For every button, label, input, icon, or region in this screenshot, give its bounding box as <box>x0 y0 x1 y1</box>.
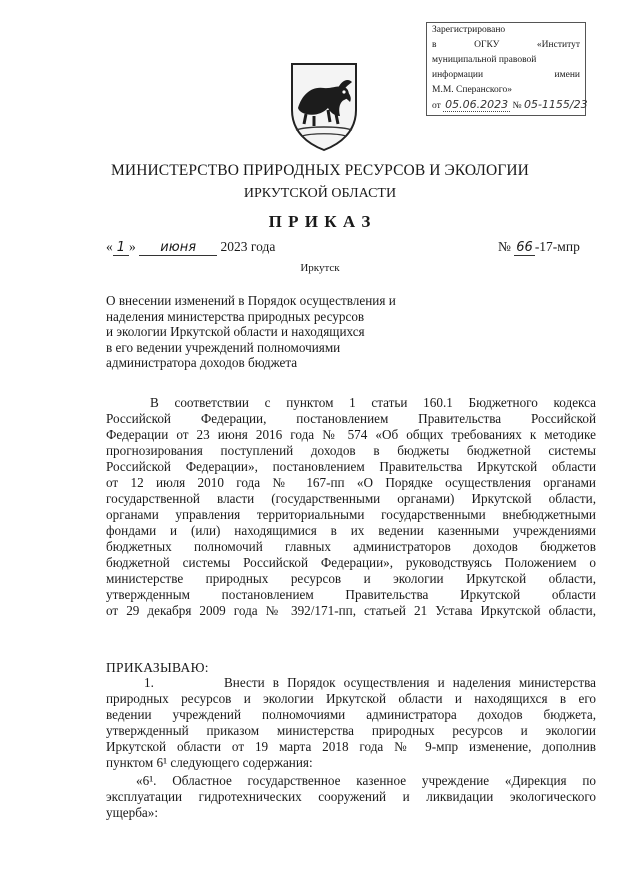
city-name: Иркутск <box>300 262 340 274</box>
date-month: июня <box>139 240 217 256</box>
subject-line: наделения министерства природных ресурсов <box>106 308 365 324</box>
preamble-line: бюджетных полномочий главных администраторов доходов бюджетов <box>106 539 596 554</box>
preamble-line: органами управления территориальными государственными внебюджетными <box>106 507 596 522</box>
item-line: Иркутской области от 19 марта 2018 года № 9-мпр изменение, дополнив <box>106 739 596 754</box>
item-line: ведении учреждений полномочиями администратора доходов бюджета, <box>106 707 596 722</box>
document-type-title: П Р И К А З <box>268 212 372 231</box>
preamble-line: от 29 декабря 2009 года № 392/171-пп, статьей 21 Устава Иркутской области, <box>106 603 596 618</box>
quote-line: «6¹. Областное государственное казенное учреждение «Дирекция по <box>136 773 596 788</box>
preamble-line: фондами и (или) находящимися в их ведении казенными учреждениями <box>106 523 596 538</box>
preamble-line: утвержденным постановлением Правительства Иркутской области <box>106 587 596 602</box>
quote-line: ущерба»: <box>106 805 159 820</box>
preamble-line: министерстве природных ресурсов и экологии Иркутской области, <box>106 571 596 586</box>
preamble-line: прогнозирования поступлений доходов в бюджеты бюджетной системы <box>106 443 596 458</box>
order-date: « 1 » июня 2023 года <box>106 239 276 255</box>
quote-line: эксплуатации гидротехнических сооружений и ликвидации экологического <box>106 789 596 804</box>
stamp-date-handwritten: 05.06.2023 <box>445 98 509 111</box>
preamble-line: бюджетной системы Российской Федерации», руководствуясь Положением о <box>106 555 596 570</box>
preamble <box>106 395 596 619</box>
item-line: природных ресурсов и экологии Иркутской области и находящихся в его <box>106 691 596 706</box>
registration-stamp <box>426 22 586 116</box>
stamp-line-info: информации имени <box>432 70 580 80</box>
preamble-line: государственной власти (государственными органами) Иркутской области, <box>106 491 596 506</box>
preamble-line: Федерации от 23 июня 2016 года № 574 «Об общих требованиях к методике <box>106 427 596 442</box>
order-item-1 <box>106 675 596 771</box>
subject-line: в его ведении учреждений полномочиями <box>106 339 341 355</box>
item-number: 1. <box>144 675 154 690</box>
irkutsk-coat-of-arms-icon <box>288 60 360 152</box>
ministry-name: МИНИСТЕРСТВО ПРИРОДНЫХ РЕСУРСОВ И ЭКОЛОГИИ <box>111 162 529 179</box>
order-number: № 66 -17-мпр <box>498 239 580 255</box>
stamp-line-registered: Зарегистрировано <box>432 25 506 35</box>
order-number-handwritten: 66 <box>516 240 533 255</box>
item-first-line: 1. Внести в Порядок осуществления и наделения министерства <box>106 675 596 691</box>
stamp-line-speransky: М.М. Сперанского» <box>432 85 512 95</box>
subject-line: О внесении изменений в Порядок осуществления и <box>106 293 396 308</box>
stamp-line-date-number: от 05.06.2023 № 05-1155/23 <box>432 98 588 111</box>
preamble-line: Российской Федерации, постановлением Правительства Российской <box>106 411 596 426</box>
item-line: пунктом 6¹ следующего содержания: <box>106 755 313 770</box>
order-subject <box>106 293 446 371</box>
stamp-line-municipal: муниципальной правовой <box>432 55 537 65</box>
stamp-number-handwritten: 05-1155/23 <box>523 98 588 111</box>
item-line: утвержденный приказом министерства природных ресурсов и экологии <box>106 723 596 738</box>
preamble-line: В соответствии с пунктом 1 статьи 160.1 Бюджетного кодекса <box>150 395 596 410</box>
preamble-line: от 12 июля 2010 года № 167-пп «О Порядке осуществления органами <box>106 475 596 490</box>
new-clause-quote <box>106 773 596 821</box>
region-name: ИРКУТСКОЙ ОБЛАСТИ <box>243 186 397 201</box>
subject-line: администратора доходов бюджета <box>106 355 298 371</box>
stamp-line-institution: в ОГКУ «Институт <box>432 40 580 50</box>
preamble-line: Российской Федерации», постановлением Правительства Иркутской области <box>106 459 596 474</box>
order-word: ПРИКАЗЫВАЮ: <box>106 660 209 675</box>
date-day: 1 <box>113 240 129 256</box>
subject-line: и экологии Иркутской области и находящихся <box>106 324 365 340</box>
